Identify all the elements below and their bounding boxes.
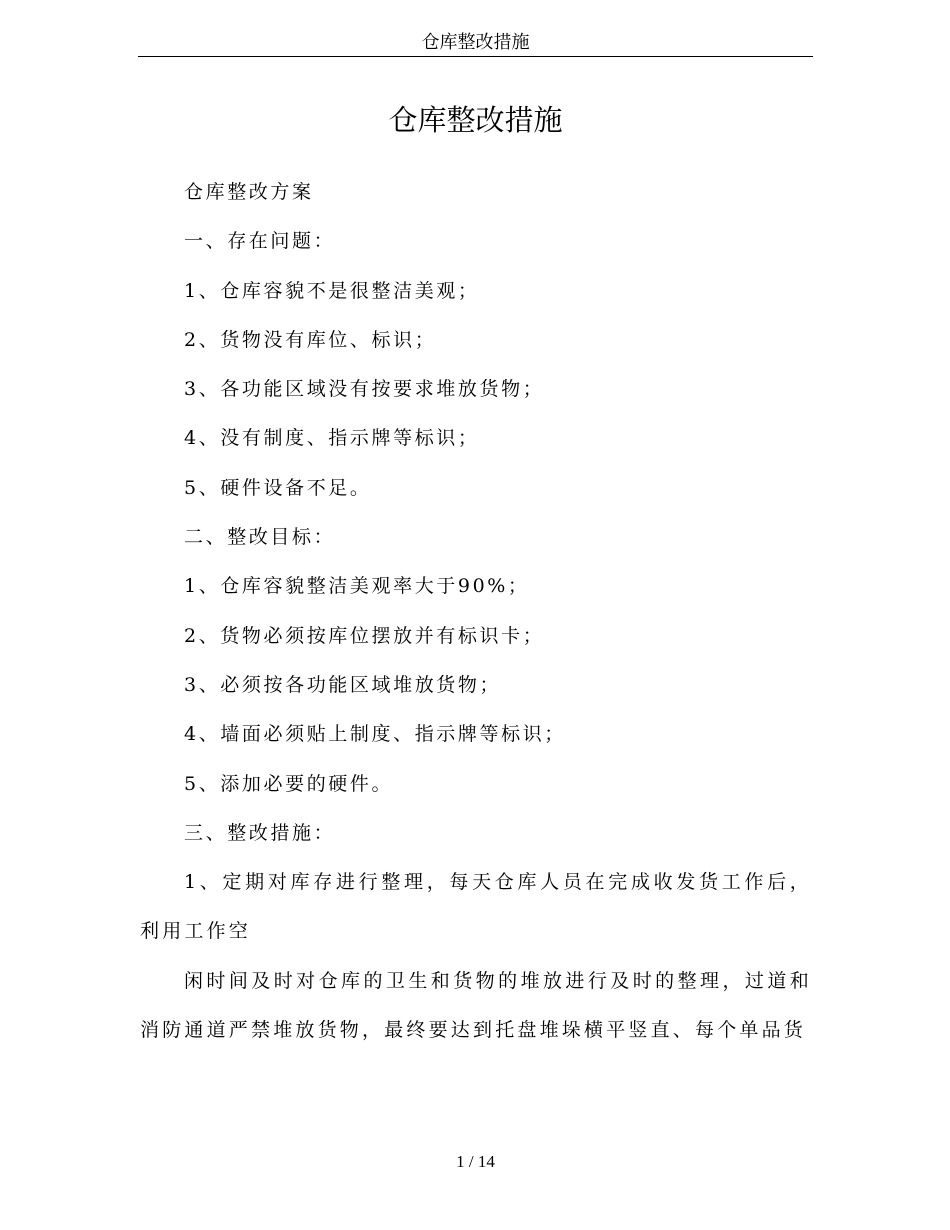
list-item: 1、仓库容貌不是很整洁美观； xyxy=(184,279,480,302)
list-item: 2、货物没有库位、标识； xyxy=(184,328,437,351)
document-body xyxy=(140,168,812,1055)
page-number: 1 / 14 xyxy=(456,1152,495,1171)
list-item: 4、没有制度、指示牌等标识； xyxy=(184,427,480,450)
list-item: 1、仓库容貌整洁美观率大于90%； xyxy=(184,575,530,598)
page-footer xyxy=(138,1150,813,1174)
paragraph-plan-title: 仓库整改方案 xyxy=(184,181,314,203)
running-title: 仓库整改措施 xyxy=(421,32,530,53)
document-title: 仓库整改措施 xyxy=(388,103,563,137)
list-item: 3、必须按各功能区域堆放货物； xyxy=(184,673,502,696)
list-item: 2、货物必须按库位摆放并有标识卡； xyxy=(184,624,545,647)
section-heading-measures: 三、整改措施： xyxy=(184,821,336,844)
page-header xyxy=(138,30,813,57)
list-item: 5、添加必要的硬件。 xyxy=(184,772,394,795)
section-heading-goals: 二、整改目标： xyxy=(184,526,336,549)
body-paragraph: 闲时间及时对仓库的卫生和货物的堆放进行及时的整理，过道和消防通道严禁堆放货物，最终要达到托盘堆垛横平竖直、每个单品货 xyxy=(140,969,812,1042)
list-item: 5、硬件设备不足。 xyxy=(184,476,372,499)
list-item: 1、定期对库存进行整理，每天仓库人员在完成收发货工作后，利用工作空 xyxy=(140,871,812,943)
section-heading-problems: 一、存在问题： xyxy=(184,230,336,253)
list-item: 4、墙面必须贴上制度、指示牌等标识； xyxy=(184,723,566,746)
list-item: 3、各功能区域没有按要求堆放货物； xyxy=(184,378,545,401)
